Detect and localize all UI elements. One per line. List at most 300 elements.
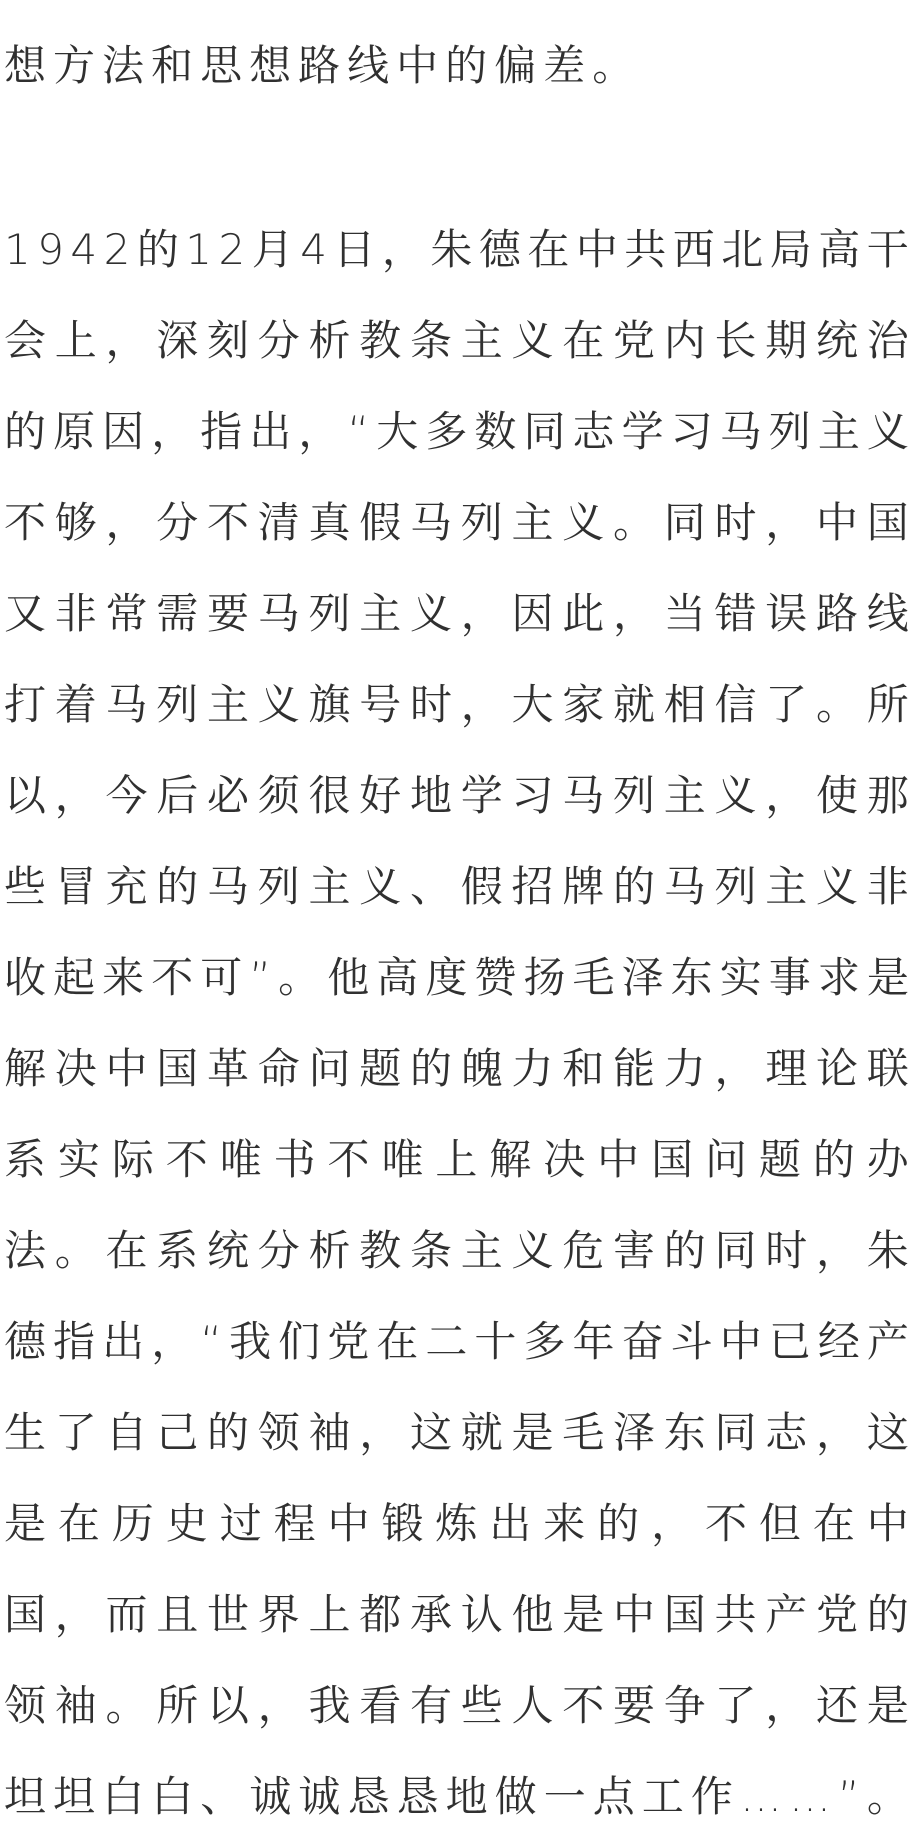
text-char: 上 <box>435 1134 478 1184</box>
text-char: 了 <box>54 1407 97 1457</box>
text-char: 求 <box>817 952 860 1002</box>
text-char: 9 <box>37 224 64 274</box>
text-char: 不 <box>562 1680 605 1730</box>
text-char: … <box>788 1771 831 1821</box>
text-char: 列 <box>156 679 199 729</box>
text-char: 的 <box>597 1498 640 1548</box>
text-char: 主 <box>663 770 706 820</box>
text-char: 局 <box>769 224 812 274</box>
text-char: ， <box>651 1498 694 1548</box>
text-char: 非 <box>54 588 97 638</box>
text-char: 旗 <box>308 679 351 729</box>
text-char: 学 <box>621 406 664 456</box>
text-char: 国 <box>156 1043 199 1093</box>
text-line <box>4 1569 909 1660</box>
text-char: 工 <box>641 1771 684 1821</box>
text-char: 这 <box>410 1407 453 1457</box>
text-char: 义 <box>562 497 605 547</box>
text-char: 义 <box>257 679 300 729</box>
text-char: 。 <box>866 1771 909 1821</box>
text-char: 在 <box>376 1316 419 1366</box>
text-char: 需 <box>156 588 199 638</box>
text-char: 、 <box>410 861 453 911</box>
text-char: 危 <box>562 1225 605 1275</box>
text-char: 坦 <box>53 1771 96 1821</box>
text-char: 错 <box>714 588 757 638</box>
text-char: 题 <box>758 1134 801 1184</box>
text-char: 好 <box>359 770 402 820</box>
text-char: ， <box>381 224 424 274</box>
text-char: 世 <box>207 1589 250 1639</box>
text-char: 真 <box>308 497 351 547</box>
text-char: 4 <box>300 224 327 274</box>
text-char: ， <box>359 1407 402 1457</box>
text-char: ， <box>816 1225 859 1275</box>
text-char: 号 <box>359 679 402 729</box>
text-char: 义 <box>511 1225 554 1275</box>
text-char: 他 <box>511 1589 554 1639</box>
text-char: … <box>739 1771 782 1821</box>
text-char: 2 <box>218 224 246 274</box>
text-char: 东 <box>663 1407 706 1457</box>
text-char: 领 <box>257 1407 300 1457</box>
text-char: 这 <box>866 1407 909 1457</box>
text-char: 度 <box>425 952 468 1002</box>
text-char: 时 <box>765 1225 808 1275</box>
text-char: 那 <box>866 770 909 820</box>
text-char: 的 <box>812 1134 855 1184</box>
text-char: 力 <box>663 1043 706 1093</box>
text-char: 了 <box>765 679 808 729</box>
text-char: 就 <box>460 1407 503 1457</box>
text-char: 己 <box>156 1407 199 1457</box>
text-char: 又 <box>4 588 47 638</box>
text-char: 系 <box>156 1225 199 1275</box>
text-char: 。 <box>613 497 656 547</box>
text-char: 力 <box>511 1043 554 1093</box>
text-char: 二 <box>425 1316 468 1366</box>
text-char: 干 <box>866 224 909 274</box>
text-char: 须 <box>257 770 300 820</box>
text-char: 能 <box>613 1043 656 1093</box>
text-char: 线 <box>866 588 909 638</box>
text-char: 们 <box>278 1316 321 1366</box>
text-char: 而 <box>105 1589 148 1639</box>
text-char: 列 <box>460 497 503 547</box>
text-char: 分 <box>257 1225 300 1275</box>
paragraph <box>4 20 909 111</box>
text-char: 主 <box>817 406 860 456</box>
text-char: 事 <box>768 952 811 1002</box>
text-char: 不 <box>327 1134 370 1184</box>
text-line <box>4 295 909 386</box>
text-char: 主 <box>765 861 808 911</box>
text-char: 时 <box>714 497 757 547</box>
text-char: 数 <box>474 406 517 456</box>
text-char: 白 <box>151 1771 194 1821</box>
text-char: 分 <box>156 497 199 547</box>
text-line <box>4 1205 909 1296</box>
text-char: 。 <box>54 1225 97 1275</box>
text-char: 决 <box>54 1043 97 1093</box>
text-char: 产 <box>765 1589 808 1639</box>
text-char: 马 <box>562 770 605 820</box>
text-char: 坦 <box>4 1771 47 1821</box>
text-char: 线 <box>347 40 390 90</box>
text-char: 大 <box>376 406 419 456</box>
text-char: 斗 <box>670 1316 713 1366</box>
text-char: ， <box>54 1589 97 1639</box>
text-char: 日 <box>333 224 376 274</box>
text-char: 共 <box>624 224 667 274</box>
text-char: 领 <box>4 1680 47 1730</box>
text-char: 马 <box>410 497 453 547</box>
text-char: 学 <box>460 770 503 820</box>
text-char: 承 <box>410 1589 453 1639</box>
text-char: 所 <box>156 1680 199 1730</box>
text-char: 德 <box>478 224 521 274</box>
text-char: ， <box>460 588 503 638</box>
text-char: 教 <box>359 315 402 365</box>
text-char: 是 <box>866 952 909 1002</box>
text-char: 同 <box>714 1407 757 1457</box>
text-char: ， <box>816 1407 859 1457</box>
text-line <box>4 659 909 750</box>
text-char: 泽 <box>613 1407 656 1457</box>
text-char: ， <box>151 1316 194 1366</box>
text-char: 不 <box>704 1498 747 1548</box>
text-char: 义 <box>714 770 757 820</box>
text-char: 和 <box>151 40 194 90</box>
text-char: 、 <box>200 1771 243 1821</box>
text-char: 家 <box>562 679 605 729</box>
text-char: 争 <box>663 1680 706 1730</box>
text-char: 东 <box>670 952 713 1002</box>
text-char: 析 <box>308 1225 351 1275</box>
text-char: 在 <box>57 1498 100 1548</box>
text-char: ， <box>765 770 808 820</box>
text-char: 来 <box>102 952 145 1002</box>
text-char: 诚 <box>298 1771 341 1821</box>
text-char: 此 <box>562 588 605 638</box>
text-char: 年 <box>572 1316 615 1366</box>
text-char: 一 <box>543 1771 586 1821</box>
text-char: 义 <box>866 406 909 456</box>
text-char: “ <box>347 406 370 456</box>
text-char: 刻 <box>207 315 250 365</box>
text-char: 着 <box>54 679 97 729</box>
text-char: 奋 <box>621 1316 664 1366</box>
text-char: 实 <box>719 952 762 1002</box>
text-char: 高 <box>818 224 861 274</box>
text-char: 原 <box>53 406 96 456</box>
text-char: 指 <box>53 1316 96 1366</box>
text-char: 恳 <box>347 1771 390 1821</box>
text-char: 和 <box>562 1043 605 1093</box>
text-char: 我 <box>229 1316 272 1366</box>
text-char: 冒 <box>54 861 97 911</box>
text-char: ， <box>765 497 808 547</box>
text-char: 月 <box>251 224 294 274</box>
text-char: 自 <box>105 1407 148 1457</box>
text-char: 假 <box>460 861 503 911</box>
text-char: 生 <box>4 1407 47 1457</box>
text-char: 清 <box>257 497 300 547</box>
text-char: 在 <box>527 224 570 274</box>
text-char: 的 <box>866 1589 909 1639</box>
text-char: 马 <box>257 588 300 638</box>
text-char: 1 <box>4 224 31 274</box>
text-char: 上 <box>308 1589 351 1639</box>
text-char: 偏 <box>494 40 537 90</box>
text-char: 国 <box>651 1134 694 1184</box>
text-char: 的 <box>4 406 47 456</box>
text-char: 点 <box>592 1771 635 1821</box>
text-char: 志 <box>572 406 615 456</box>
text-char: 出 <box>249 406 292 456</box>
text-line <box>4 1387 909 1478</box>
text-char: 程 <box>273 1498 316 1548</box>
text-char: 题 <box>359 1043 402 1093</box>
text-char: 国 <box>663 1589 706 1639</box>
text-char: 论 <box>816 1043 859 1093</box>
text-char: 多 <box>425 406 468 456</box>
text-char: 当 <box>663 588 706 638</box>
text-char: 同 <box>663 497 706 547</box>
text-char: 经 <box>817 1316 860 1366</box>
text-char: 的 <box>410 1043 453 1093</box>
text-line <box>4 841 909 932</box>
text-char: 多 <box>523 1316 566 1366</box>
text-char: 主 <box>359 588 402 638</box>
text-char: 不 <box>151 952 194 1002</box>
text-char: 马 <box>719 406 762 456</box>
text-char: 。 <box>816 679 859 729</box>
text-char: 且 <box>156 1589 199 1639</box>
text-char: 西 <box>672 224 715 274</box>
text-char: 锻 <box>381 1498 424 1548</box>
text-char: 作 <box>690 1771 733 1821</box>
text-char: 列 <box>308 588 351 638</box>
text-char: 马 <box>105 679 148 729</box>
text-char: 误 <box>765 588 808 638</box>
text-char: 他 <box>327 952 370 1002</box>
text-char: 非 <box>866 861 909 911</box>
text-char: 决 <box>543 1134 586 1184</box>
text-char: 国 <box>866 497 909 547</box>
text-char: 际 <box>111 1134 154 1184</box>
text-char: 国 <box>4 1589 47 1639</box>
text-char: 够 <box>54 497 97 547</box>
text-char: 期 <box>765 315 808 365</box>
text-char: 命 <box>257 1043 300 1093</box>
text-char: 分 <box>257 315 300 365</box>
text-char: 白 <box>102 1771 145 1821</box>
text-char: 我 <box>308 1680 351 1730</box>
text-char: 中 <box>396 40 439 90</box>
text-char: 必 <box>207 770 250 820</box>
text-char: 高 <box>376 952 419 1002</box>
text-char: 诚 <box>249 1771 292 1821</box>
text-char: 有 <box>410 1680 453 1730</box>
text-char: 实 <box>57 1134 100 1184</box>
text-line <box>4 932 909 1023</box>
text-char: 相 <box>663 679 706 729</box>
text-char: 的 <box>136 224 179 274</box>
text-char: ， <box>298 406 341 456</box>
text-char: 条 <box>410 315 453 365</box>
text-char: 党 <box>327 1316 370 1366</box>
text-char: 统 <box>816 315 859 365</box>
text-char: 革 <box>207 1043 250 1093</box>
text-char: 差 <box>543 40 586 90</box>
text-char: 法 <box>102 40 145 90</box>
text-line <box>4 20 909 111</box>
text-char: 中 <box>575 224 618 274</box>
text-line <box>4 1751 909 1842</box>
text-char: 的 <box>613 861 656 911</box>
text-char: 今 <box>105 770 148 820</box>
text-char: 还 <box>816 1680 859 1730</box>
text-char: 义 <box>410 588 453 638</box>
text-char: ， <box>105 315 148 365</box>
text-char: 是 <box>866 1680 909 1730</box>
text-char: 党 <box>613 315 656 365</box>
text-char: 指 <box>200 406 243 456</box>
text-char: 赞 <box>474 952 517 1002</box>
text-char: 内 <box>663 315 706 365</box>
text-char: 起 <box>53 952 96 1002</box>
text-char: ， <box>105 497 148 547</box>
text-char: 会 <box>4 315 47 365</box>
text-char: 马 <box>663 861 706 911</box>
text-char: 。 <box>592 40 635 90</box>
text-char: 不 <box>165 1134 208 1184</box>
text-char: 毛 <box>562 1407 605 1457</box>
text-char: ” <box>249 952 272 1002</box>
text-char: 以 <box>4 770 47 820</box>
text-char: 中 <box>613 1589 656 1639</box>
text-char: 北 <box>721 224 764 274</box>
text-char: 是 <box>562 1589 605 1639</box>
text-char: 。 <box>105 1680 148 1730</box>
text-char: 假 <box>359 497 402 547</box>
text-char: 但 <box>758 1498 801 1548</box>
text-char: 中 <box>327 1498 370 1548</box>
text-char: 所 <box>866 679 909 729</box>
text-char: 。 <box>278 952 321 1002</box>
text-char: 袖 <box>308 1407 351 1457</box>
text-char: 德 <box>4 1316 47 1366</box>
text-char: ， <box>151 406 194 456</box>
text-char: 义 <box>511 315 554 365</box>
text-char: 使 <box>816 770 859 820</box>
text-char: 列 <box>714 861 757 911</box>
text-char: 要 <box>613 1680 656 1730</box>
text-char: 收 <box>4 952 47 1002</box>
text-char: 袖 <box>54 1680 97 1730</box>
text-char: 毛 <box>572 952 615 1002</box>
text-char: 主 <box>460 1225 503 1275</box>
text-char: 深 <box>156 315 199 365</box>
text-char: 法 <box>4 1225 47 1275</box>
text-char: 解 <box>489 1134 532 1184</box>
text-char: 长 <box>714 315 757 365</box>
text-char: 炼 <box>435 1498 478 1548</box>
text-char: 想 <box>4 40 47 90</box>
text-char: 以 <box>207 1680 250 1730</box>
text-char: 习 <box>511 770 554 820</box>
text-char: 认 <box>460 1589 503 1639</box>
text-char: 唯 <box>219 1134 262 1184</box>
text-char: 因 <box>102 406 145 456</box>
text-char: 害 <box>613 1225 656 1275</box>
text-char: 打 <box>4 679 47 729</box>
text-char: 史 <box>165 1498 208 1548</box>
text-char: 是 <box>4 1498 47 1548</box>
text-char: 出 <box>489 1498 532 1548</box>
text-char: 是 <box>511 1407 554 1457</box>
text-char: 在 <box>812 1498 855 1548</box>
text-char: 中 <box>597 1134 640 1184</box>
text-char: ” <box>838 1771 860 1821</box>
text-char: 析 <box>308 315 351 365</box>
text-char: 看 <box>359 1680 402 1730</box>
text-char: 主 <box>511 497 554 547</box>
text-char: 大 <box>511 679 554 729</box>
text-char: 马 <box>207 861 250 911</box>
text-char: 问 <box>308 1043 351 1093</box>
text-char: ， <box>54 770 97 820</box>
text-char: 地 <box>410 770 453 820</box>
text-char: 2 <box>103 224 131 274</box>
paragraph <box>4 204 909 1842</box>
text-char: 界 <box>257 1589 300 1639</box>
text-char: 共 <box>714 1589 757 1639</box>
text-char: 都 <box>359 1589 402 1639</box>
text-char: 教 <box>359 1225 402 1275</box>
text-line <box>4 1660 909 1751</box>
text-char: 产 <box>866 1316 909 1366</box>
text-char: 在 <box>562 315 605 365</box>
text-char: 问 <box>704 1134 747 1184</box>
text-char: 联 <box>866 1043 909 1093</box>
text-char: 1 <box>185 224 213 274</box>
text-line <box>4 477 909 568</box>
text-char: 中 <box>816 497 859 547</box>
text-char: 的 <box>663 1225 706 1275</box>
text-char: 志 <box>765 1407 808 1457</box>
text-char: 做 <box>494 1771 537 1821</box>
text-char: 朱 <box>430 224 473 274</box>
text-char: 牌 <box>562 861 605 911</box>
text-char: 了 <box>714 1680 757 1730</box>
text-char: 书 <box>273 1134 316 1184</box>
text-char: 十 <box>474 1316 517 1366</box>
text-char: 在 <box>105 1225 148 1275</box>
text-char: 来 <box>543 1498 586 1548</box>
text-char: 朱 <box>866 1225 909 1275</box>
text-char: 党 <box>816 1589 859 1639</box>
text-char: 习 <box>670 406 713 456</box>
text-char: 不 <box>207 497 250 547</box>
text-char: 路 <box>816 588 859 638</box>
text-char: 些 <box>4 861 47 911</box>
text-char: 常 <box>105 588 148 638</box>
text-char: 魄 <box>460 1043 503 1093</box>
text-char: 列 <box>768 406 811 456</box>
text-char: 扬 <box>523 952 566 1002</box>
